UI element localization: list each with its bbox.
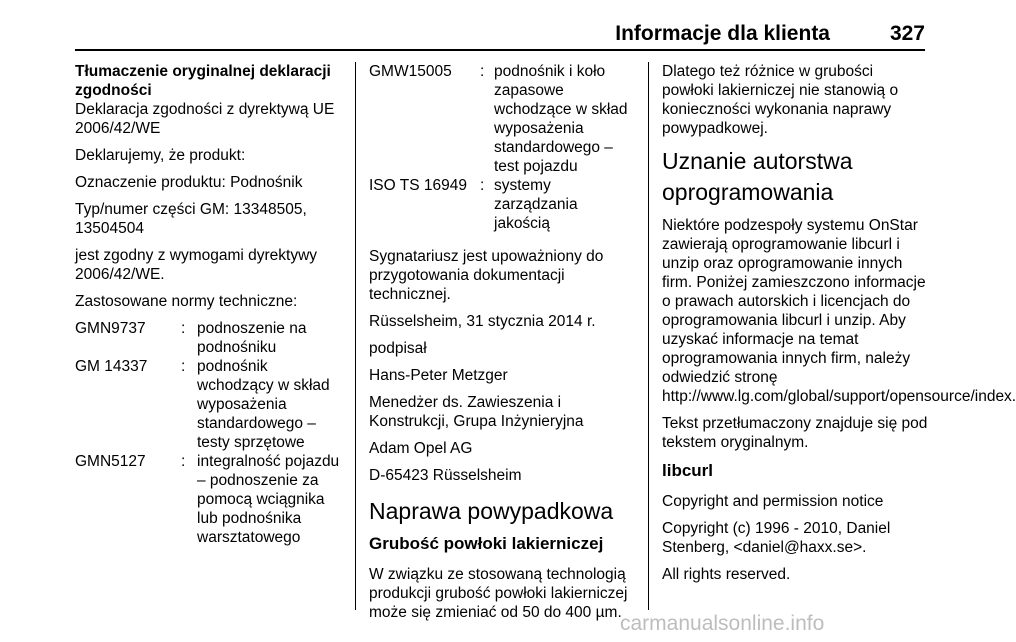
norm-row — [75, 357, 345, 452]
section-title: Informacje dla klienta — [615, 22, 830, 45]
paragraph: Dlatego też różnice w grubości powłoki lakierniczej nie stanowią o konieczności wykonania naprawy powypadkowej. — [662, 63, 899, 137]
norm-description: podnośnik i koło zapasowe wchodzące w skład wyposażenia standardowego – test pojazdu — [494, 63, 628, 175]
paragraph: All rights reserved. — [662, 566, 791, 583]
norm-code: GM 14337 — [75, 358, 148, 375]
subsection-heading: libcurl — [662, 461, 714, 480]
column-2 — [369, 62, 637, 630]
page-header — [75, 22, 925, 48]
norm-row — [369, 176, 637, 233]
watermark: carmanualsonline.info — [620, 612, 825, 635]
column-3 — [662, 62, 1016, 592]
declaration-title: Tłumaczenie oryginalnej deklaracji zgodności — [75, 63, 331, 99]
paragraph: podpisał — [369, 340, 427, 357]
paragraph: Copyright (c) 1996 - 2010, Daniel Stenberg, <daniel@haxx.se>. — [662, 520, 891, 556]
norm-colon: : — [181, 320, 186, 337]
paragraph: Adam Opel AG — [369, 440, 473, 457]
paragraph: Sygnatariusz jest upoważniony do przygotowania dokumentacji technicznej. — [369, 248, 604, 303]
paragraph: Deklaracja zgodności z dyrektywą UE 2006/42/WE — [75, 101, 335, 137]
paragraph: W związku ze stosowaną technologią produkcji grubość powłoki lakierniczej może się zmieniać od 50 do 400 µm. — [369, 566, 628, 621]
norm-code: GMN5127 — [75, 453, 146, 470]
paragraph: Niektóre podzespoły systemu OnStar zawierają oprogramowanie libcurl i unzip oraz oprogramowanie innych firm. Poniżej zamieszczono informacje o prawach autorskich i licencjach do oprogramowania libcurl i unzip. Aby uzyskać informacje na temat oprogramowania innych firm, należy odwiedzić stronę http://www.lg.com/global/support/opensource/index. — [662, 217, 1016, 405]
norm-row — [369, 62, 637, 176]
norms-list — [369, 62, 637, 233]
column-1 — [75, 62, 345, 555]
paragraph: Tekst przetłumaczony znajduje się pod tekstem oryginalnym. — [662, 415, 928, 451]
norm-description: podnośnik wchodzący w skład wyposażenia standardowego – testy sprzętowe — [197, 358, 330, 451]
norm-description: integralność pojazdu – podnoszenie za pomocą wciągnika lub podnośnika warsztatowego — [197, 453, 340, 546]
paragraph: Deklarujemy, że produkt: — [75, 147, 246, 164]
norm-row — [75, 452, 345, 547]
norm-code: GMN9737 — [75, 320, 146, 337]
column-divider-1 — [355, 62, 356, 610]
norm-code: GMW15005 — [369, 63, 452, 80]
norm-colon: : — [480, 177, 485, 194]
norms-list — [75, 319, 345, 547]
norm-description: podnoszenie na podnośniku — [197, 320, 307, 356]
norm-row — [75, 319, 345, 357]
paragraph: Oznaczenie produktu: Podnośnik — [75, 174, 303, 191]
norm-colon: : — [480, 63, 485, 80]
column-divider-2 — [648, 62, 649, 610]
header-divider — [75, 49, 925, 51]
norm-colon: : — [181, 358, 186, 375]
section-heading: Naprawa powypadkowa — [369, 498, 614, 524]
subsection-heading: Grubość powłoki lakierniczej — [369, 534, 604, 553]
paragraph: Zastosowane normy techniczne: — [75, 293, 298, 310]
section-heading: Uznanie autorstwa oprogramowania — [662, 148, 853, 205]
norm-colon: : — [181, 453, 186, 470]
paragraph: Rüsselsheim, 31 stycznia 2014 r. — [369, 313, 596, 330]
paragraph: D-65423 Rüsselsheim — [369, 467, 522, 484]
norm-code: ISO TS 16949 — [369, 177, 467, 194]
paragraph: Menedżer ds. Zawieszenia i Konstrukcji, Grupa Inżynieryjna — [369, 394, 584, 430]
paragraph: Copyright and permission notice — [662, 493, 884, 510]
paragraph: Hans-Peter Metzger — [369, 367, 508, 384]
paragraph: jest zgodny z wymogami dyrektywy 2006/42/WE. — [75, 247, 318, 283]
norm-description: systemy zarządzania jakością — [494, 177, 578, 232]
page-number: 327 — [889, 22, 925, 45]
paragraph: Typ/numer części GM: 13348505, 13504504 — [75, 201, 307, 237]
